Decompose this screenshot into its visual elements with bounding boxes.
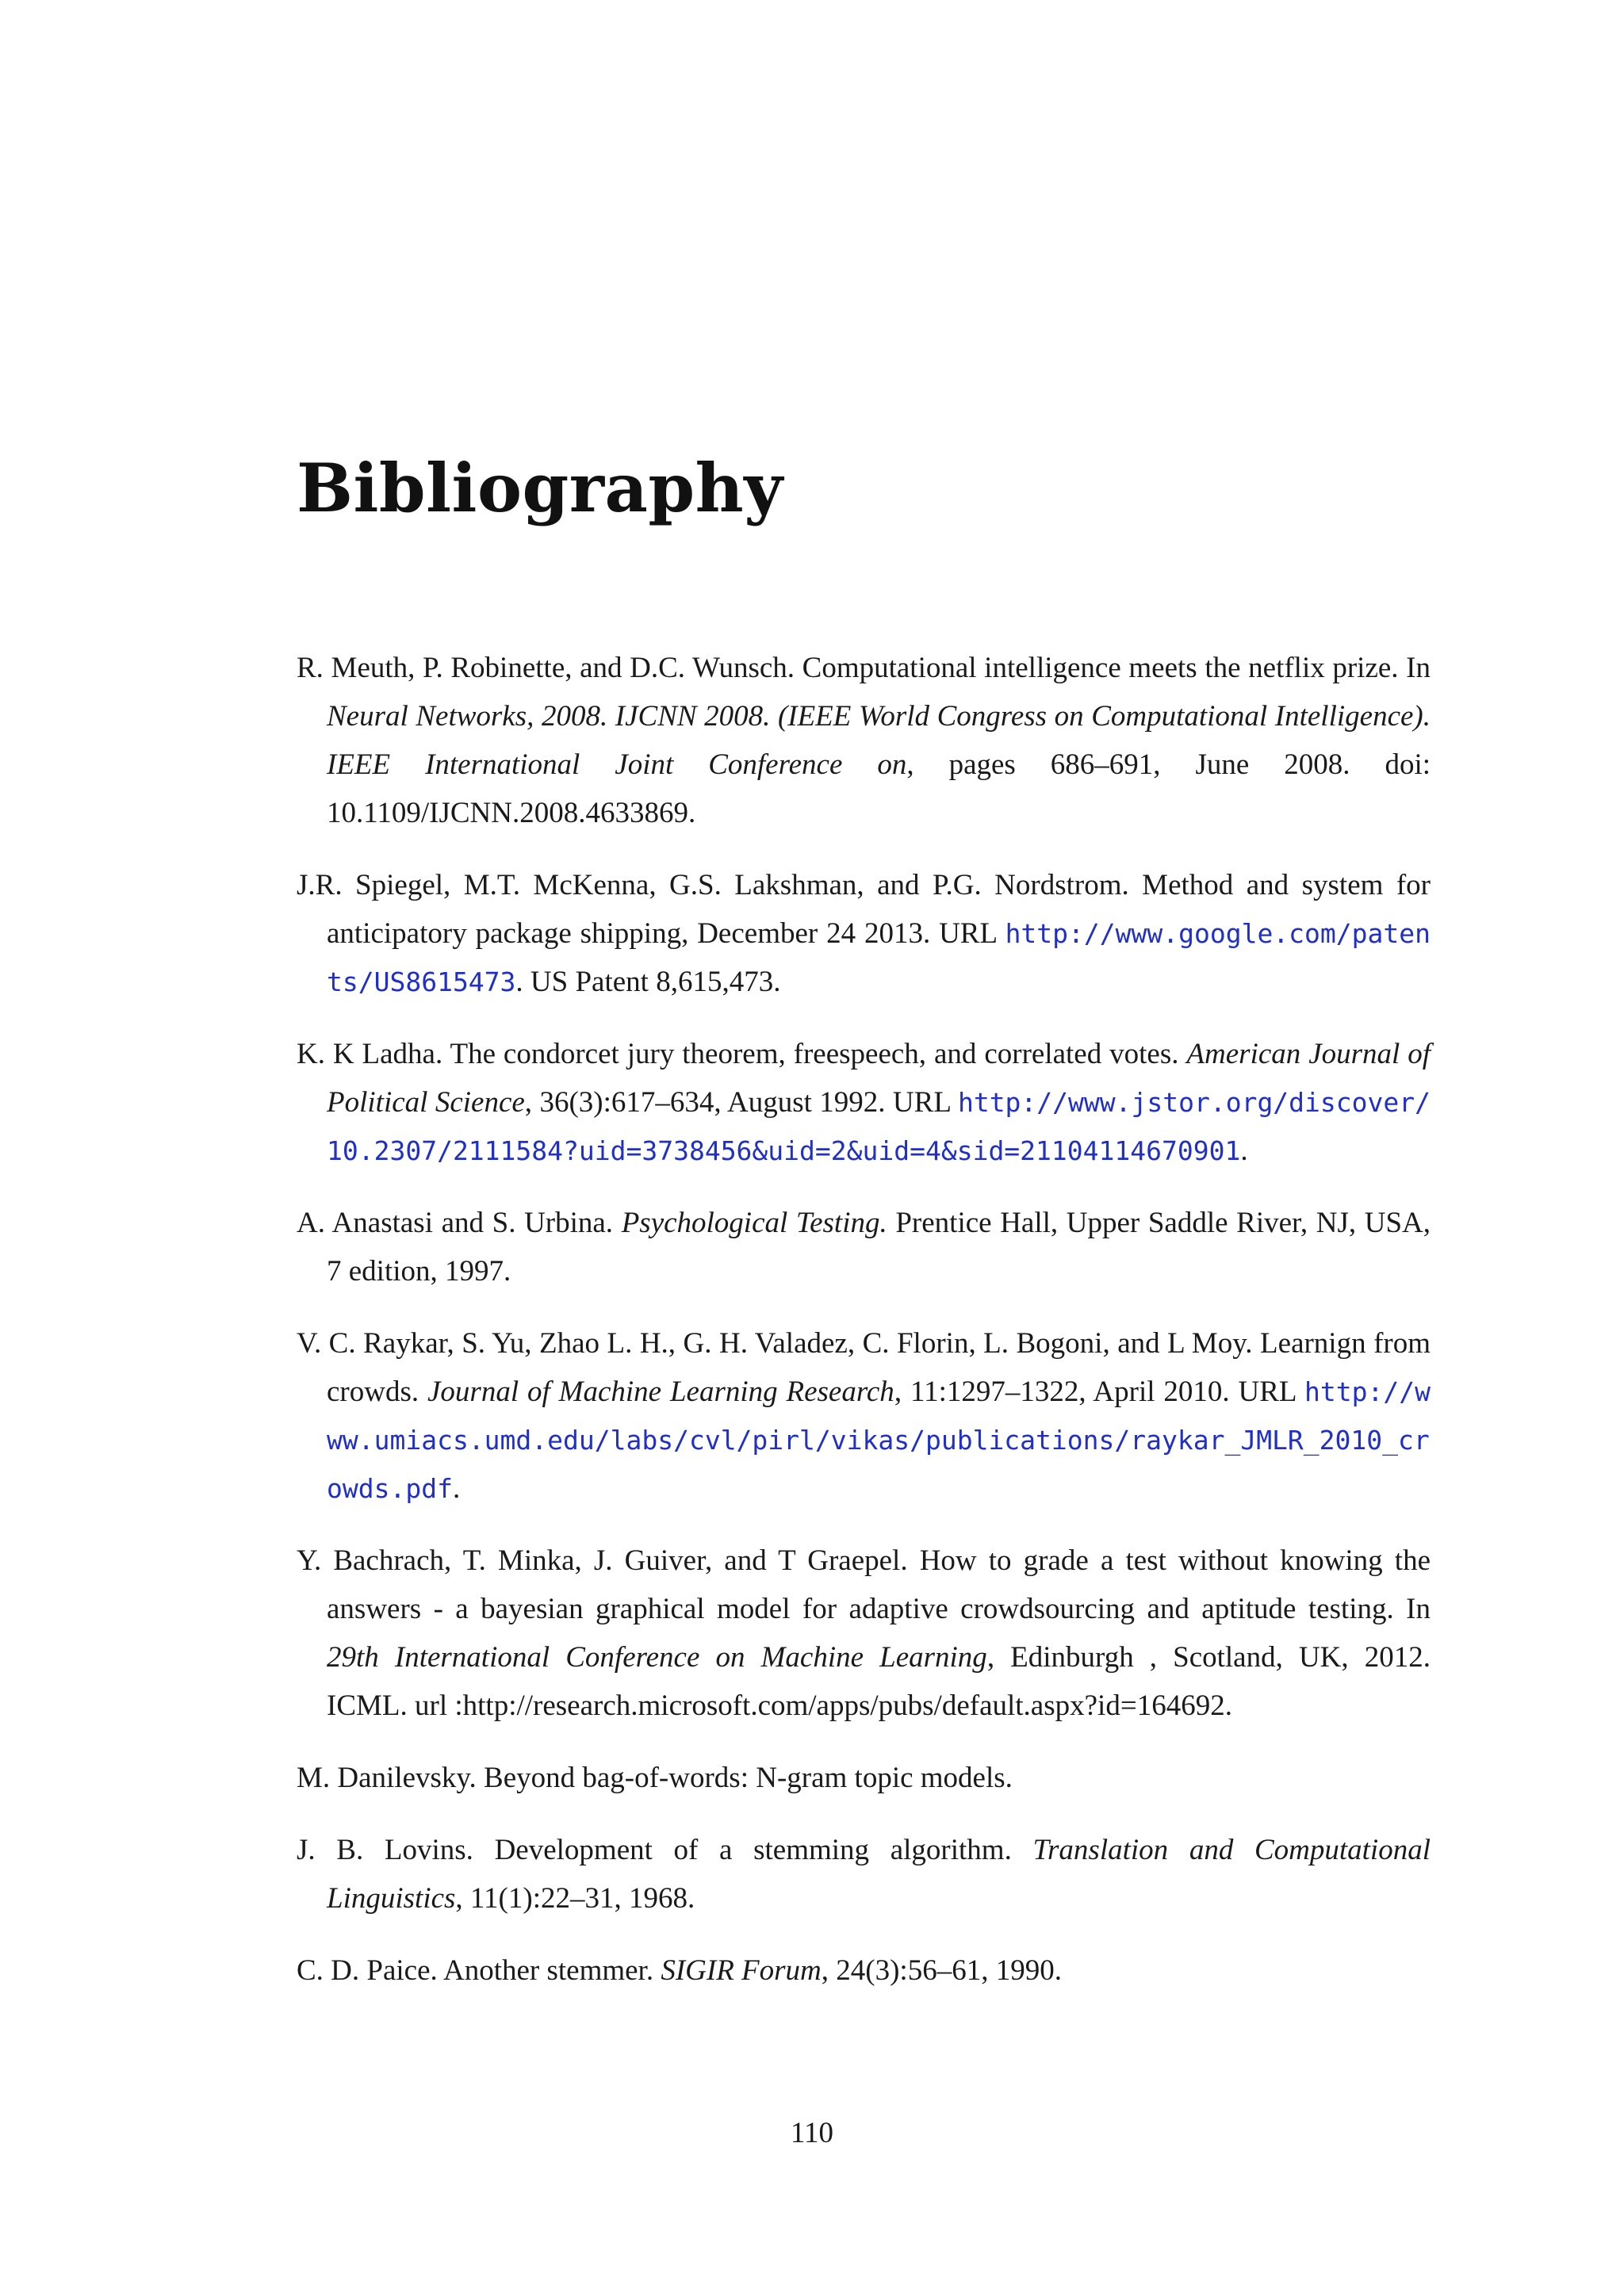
bib-entry-meuth <box>297 644 1431 837</box>
entry-text: . US Patent 8,615,473. <box>515 966 781 998</box>
entry-text: , 24(3):56–61, 1990. <box>821 1954 1062 1987</box>
entry-text: , 36(3):617–634, August 1992. URL <box>524 1086 958 1119</box>
entry-text: , pages 686–691, June 2008. doi: 10.1109/IJCNN.2008.4633869. <box>327 748 1431 829</box>
entry-venue: 29th International Conference on Machine Learning <box>327 1641 987 1674</box>
entry-text: K. K Ladha. The condorcet jury theorem, freespeech, and correlated votes. <box>297 1038 1187 1070</box>
entry-text: V. C. Raykar, S. Yu, Zhao L. H., G. H. Valadez, C. Florin, L. Bogoni, and L Moy. Learnign from crowds. <box>297 1327 1431 1408</box>
bib-entry-spiegel <box>297 861 1431 1006</box>
entry-text: A. Anastasi and S. Urbina. <box>297 1207 622 1239</box>
bib-entry-lovins <box>297 1826 1431 1923</box>
bib-entry-danilevsky <box>297 1754 1431 1802</box>
entry-text: J.R. Spiegel, M.T. McKenna, G.S. Lakshman, and P.G. Nordstrom. Method and system for anticipatory package shipping, December 24 2013. URL <box>297 869 1431 950</box>
entry-text: R. Meuth, P. Robinette, and D.C. Wunsch. Computational intelligence meets the netflix prize. In <box>297 652 1431 684</box>
bib-entry-bachrach <box>297 1536 1431 1730</box>
entry-text: , 11:1297–1322, April 2010. URL <box>894 1376 1305 1408</box>
bib-entry-anastasi <box>297 1199 1431 1295</box>
entry-venue: SIGIR Forum <box>661 1954 822 1987</box>
bib-entry-ladha <box>297 1030 1431 1175</box>
entry-text: . <box>1240 1135 1248 1167</box>
page-number: 110 <box>790 2117 834 2149</box>
entry-text: Y. Bachrach, T. Minka, J. Guiver, and T Graepel. How to grade a test without knowing the answers - a bayesian graphical model for adaptive crowdsourcing and aptitude testing. In <box>297 1544 1431 1625</box>
chapter-title: Bibliography <box>297 449 783 527</box>
entry-text: , 11(1):22–31, 1968. <box>455 1882 695 1915</box>
entry-text: C. D. Paice. Another stemmer. <box>297 1954 661 1987</box>
entry-url-link[interactable]: http://www.jstor.org/discover/10.2307/2111584?uid=3738456&uid=2&uid=4&sid=21104114670901 <box>327 1087 1431 1166</box>
entry-url-link[interactable]: http://www.google.com/patents/US8615473 <box>327 918 1431 997</box>
entry-text: Prentice Hall, Upper Saddle River, NJ, USA, 7 edition, 1997. <box>327 1207 1431 1288</box>
entry-text: J. B. Lovins. Development of a stemming algorithm. <box>297 1834 1033 1866</box>
entry-text: . <box>452 1472 461 1505</box>
bib-entry-raykar <box>297 1319 1431 1513</box>
entry-venue: Journal of Machine Learning Research <box>427 1376 894 1408</box>
entry-venue: Psychological Testing. <box>621 1207 887 1239</box>
entry-text: , Edinburgh , Scotland, UK, 2012. ICML. url :http://research.microsoft.com/apps/pubs/default.aspx?id=164692. <box>327 1641 1431 1722</box>
entry-text: M. Danilevsky. Beyond bag-of-words: N-gram topic models. <box>297 1762 1013 1794</box>
entry-venue: American Journal of Political Science <box>327 1038 1431 1119</box>
entry-url-link[interactable]: http://www.umiacs.umd.edu/labs/cvl/pirl/vikas/publications/raykar_JMLR_2010_crowds.pdf <box>327 1376 1431 1504</box>
entry-venue: Neural Networks, 2008. IJCNN 2008. (IEEE World Congress on Computational Intelligence). IEEE International Joint Conference on <box>327 700 1431 781</box>
bibliography-list <box>297 644 1431 2019</box>
entry-venue: Translation and Computational Linguistics <box>327 1834 1431 1915</box>
bib-entry-paice <box>297 1946 1431 1995</box>
